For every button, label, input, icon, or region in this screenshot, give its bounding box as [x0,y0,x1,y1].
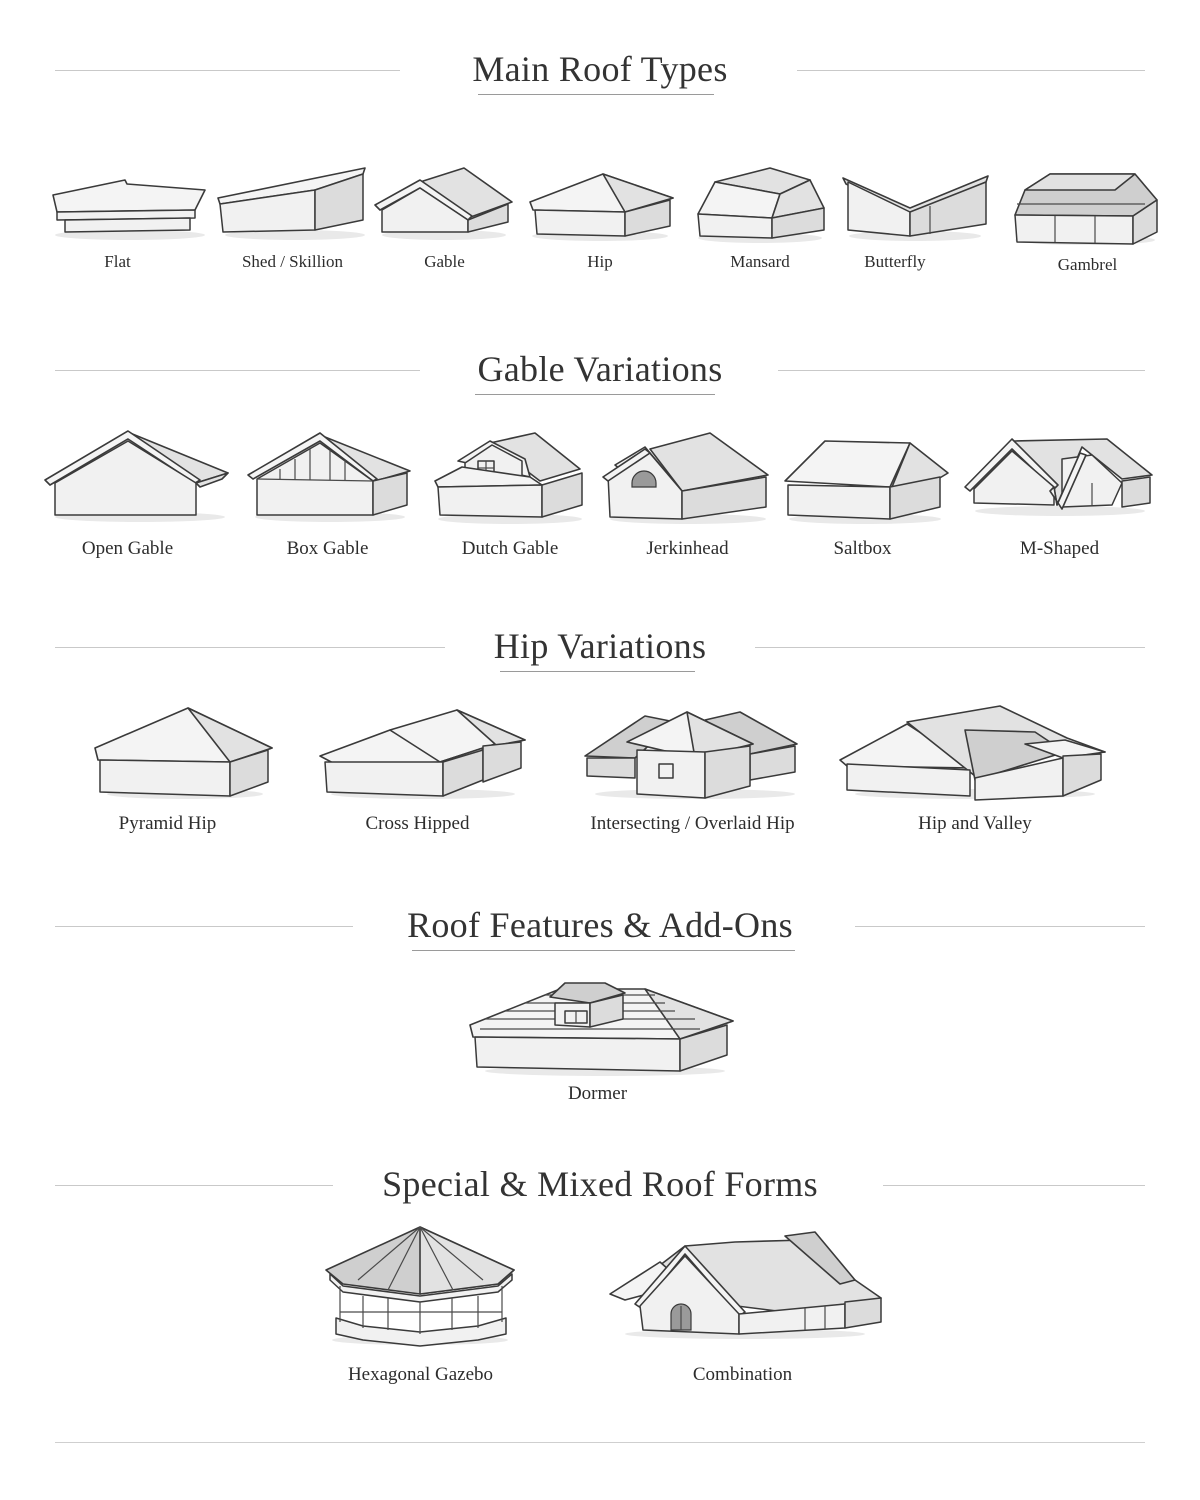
roof-label: Intersecting / Overlaid Hip [590,813,795,834]
roof-item-flat [45,160,210,280]
roof-label: Flat [104,252,131,271]
header-rule-right [855,926,1145,927]
roof-item-dutch-gable [430,425,590,570]
open-gable-roof-icon [40,425,235,525]
roof-item-box-gable [245,425,415,570]
roof-label: Saltbox [833,538,892,559]
roof-label: Gable [424,252,465,271]
section-header-hip-variations [0,617,1200,677]
roof-item-combination [605,1222,885,1385]
title-underline [412,950,795,951]
section-header-special-mixed [0,1155,1200,1215]
roof-label: Cross Hipped [365,813,470,834]
roof-label: Mansard [730,252,790,271]
roof-label: Hip [587,252,613,271]
title-underline [500,671,695,672]
dutch-gable-roof-icon [430,425,590,525]
section-header-roof-features [0,896,1200,956]
section-title: Main Roof Types [472,49,728,89]
section-title: Hip Variations [493,626,707,666]
roof-label: Box Gable [286,538,369,559]
butterfly-roof-icon [840,160,990,245]
pyramid-hip-roof-icon [90,700,275,800]
roof-item-dormer [465,975,740,1115]
roof-label: M-Shaped [1019,538,1100,559]
roof-label: Open Gable [81,538,174,559]
roof-label: Pyramid Hip [118,813,217,834]
roof-item-hip-and-valley [835,700,1110,845]
roof-item-cross-hipped [315,700,530,845]
section-title: Roof Features & Add-Ons [407,905,793,945]
title-underline [478,94,714,95]
gable-roof-icon [372,160,517,245]
roof-item-hip [525,160,675,280]
flat-roof-icon [45,160,210,245]
hexagonal-gazebo-roof-icon [318,1222,523,1347]
roof-item-mansard [690,160,830,280]
roof-label: Jerkinhead [646,538,729,559]
box-gable-roof-icon [245,425,415,525]
header-rule-right [778,370,1145,371]
roof-item-hexagonal-gazebo [318,1222,523,1385]
hip-and-valley-roof-icon [835,700,1110,800]
roof-item-jerkinhead [600,425,775,570]
roof-item-pyramid-hip [90,700,275,845]
section-title: Special & Mixed Roof Forms [382,1164,818,1204]
roof-label: Butterfly [864,252,926,271]
dormer-roof-icon [465,975,740,1075]
bottom-rule [55,1442,1145,1443]
combination-roof-icon [605,1222,885,1347]
header-rule-right [755,647,1145,648]
roof-label: Dutch Gable [461,538,559,559]
cross-hipped-roof-icon [315,700,530,800]
intersecting-hip-roof-icon [575,700,810,800]
jerkinhead-roof-icon [600,425,775,525]
roof-label: Dormer [567,1083,628,1104]
roof-label: Hexagonal Gazebo [347,1364,494,1385]
mansard-roof-icon [690,160,830,245]
roof-label: Shed / Skillion [241,252,344,271]
header-rule-right [883,1185,1145,1186]
roof-label: Combination [692,1364,793,1385]
roof-item-gable [372,160,517,280]
section-header-main-roof-types [0,40,1200,100]
header-rule-right [797,70,1145,71]
roof-label: Gambrel [1057,255,1118,274]
section-header-gable-variations [0,340,1200,400]
roof-item-gambrel [1005,160,1165,280]
roof-label: Hip and Valley [918,813,1032,834]
roof-item-m-shaped [962,425,1157,570]
roof-item-intersecting-hip [575,700,810,845]
roof-item-open-gable [40,425,235,570]
shed-roof-icon [215,160,370,245]
roof-item-saltbox [780,425,950,570]
m-shaped-roof-icon [962,425,1157,525]
gambrel-roof-icon [1005,160,1165,245]
section-title: Gable Variations [477,349,723,389]
hip-roof-icon [525,160,675,245]
roof-item-shed [215,160,370,280]
saltbox-roof-icon [780,425,950,525]
title-underline [475,394,715,395]
roof-item-butterfly [840,160,990,280]
